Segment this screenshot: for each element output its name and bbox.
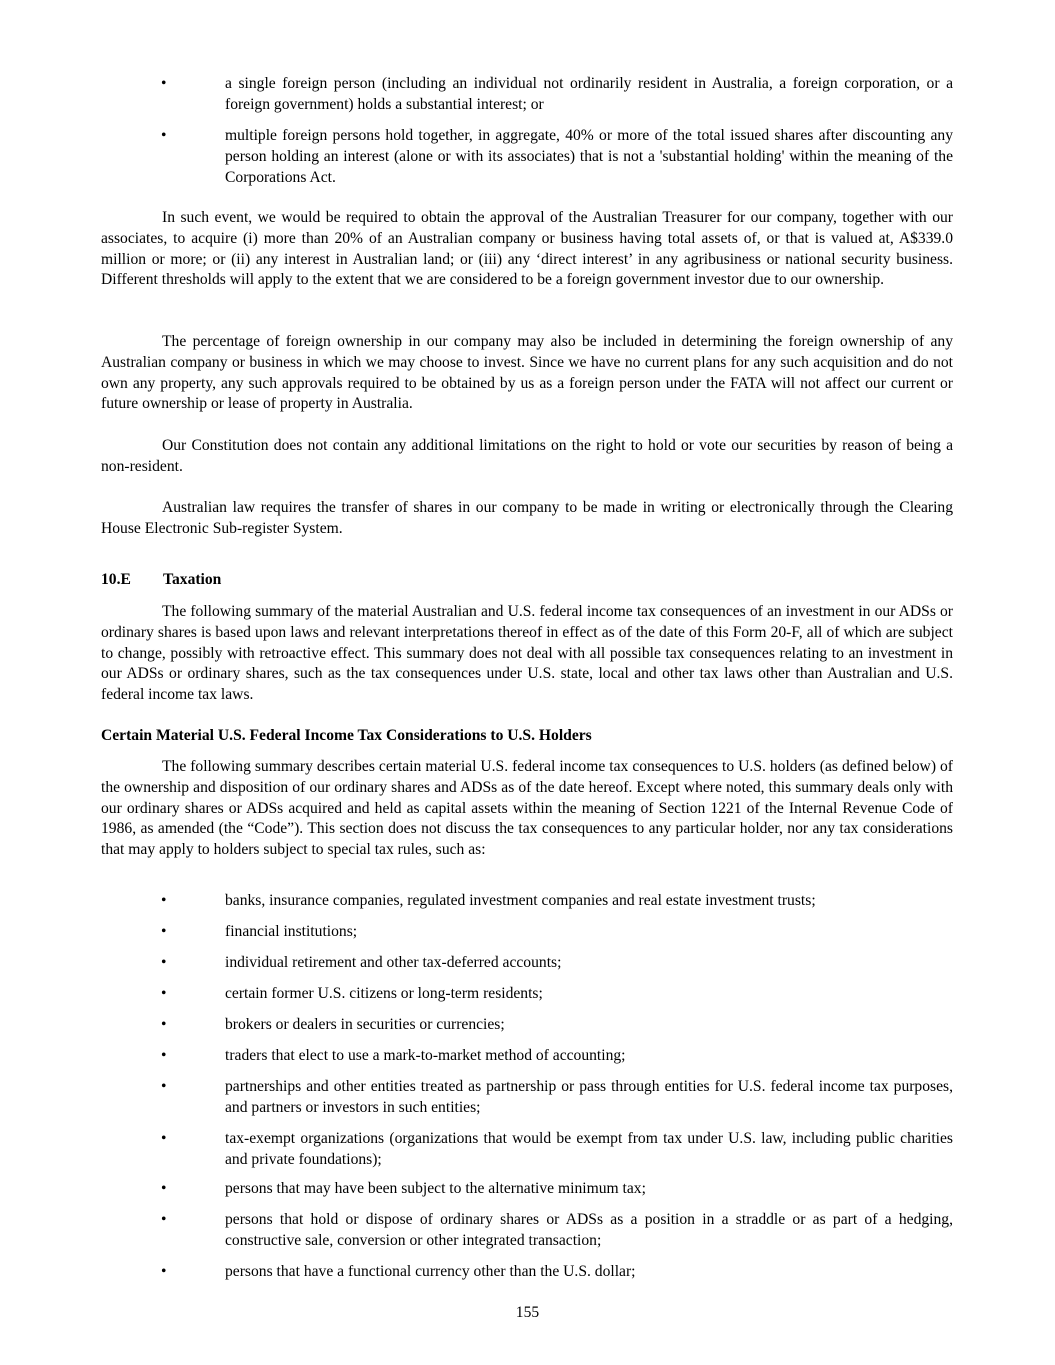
subsection-heading: Certain Material U.S. Federal Income Tax Considerations to U.S. Holders: [101, 727, 592, 744]
list-item: persons that have a functional currency other than the U.S. dollar;: [225, 1263, 636, 1280]
list-item: a single foreign person (including an individual not ordinarily resident in Australia, a foreign corporation, or a foreign government) holds a substantial interest; or: [225, 75, 953, 113]
bullet-symbol: •: [161, 1211, 167, 1228]
bullet-symbol: •: [161, 954, 167, 971]
list-item: financial institutions;: [225, 923, 358, 940]
paragraph: Our Constitution does not contain any additional limitations on the right to hold or vote our securities by reason of being a non-resident.: [101, 437, 953, 475]
list-item: banks, insurance companies, regulated investment companies and real estate investment trusts;: [225, 892, 816, 909]
list-item: partnerships and other entities treated as partnership or pass through entities for U.S. federal income tax purposes, and partners or investors in such entities;: [225, 1078, 953, 1116]
bullet-symbol: •: [161, 892, 167, 909]
list-item: traders that elect to use a mark-to-market method of accounting;: [225, 1047, 626, 1064]
bullet-symbol: •: [161, 1130, 167, 1147]
bullet-symbol: •: [161, 75, 167, 92]
paragraph: The percentage of foreign ownership in our company may also be included in determining the foreign ownership of any Australian company or business in which we may choose to invest. Since we have no current plans for any such acquisition and do not own any property, any such approvals required to be obtained by us as a foreign person under the FATA will not affect our current or future ownership or lease of property in Australia.: [101, 333, 953, 413]
list-item: persons that hold or dispose of ordinary shares or ADSs as a position in a straddle or as part of a hedging, constructive sale, conversion or other integrated transaction;: [225, 1211, 953, 1249]
bullet-symbol: •: [161, 127, 167, 144]
paragraph: In such event, we would be required to obtain the approval of the Australian Treasurer for our company, together with our associates, to acquire (i) more than 20% of an Australian company or business having total assets of, or that is valued at, A$339.0 million or more; or (ii) any interest in Australian land; or (iii) any ‘direct interest’ in any agribusiness or national security business. Different thresholds will apply to the extent that we are considered to be a foreign government investor due to our ownership.: [101, 209, 953, 289]
paragraph: Australian law requires the transfer of shares in our company to be made in writing or electronically through the Clearing House Electronic Sub-register System.: [101, 499, 953, 537]
list-item: individual retirement and other tax-deferred accounts;: [225, 954, 562, 971]
section-number: 10.E: [101, 571, 131, 588]
bullet-symbol: •: [161, 1078, 167, 1095]
section-heading: [101, 570, 221, 591]
list-item: certain former U.S. citizens or long-term residents;: [225, 985, 543, 1002]
page-number: 155: [515, 1304, 540, 1321]
section-title: Taxation: [163, 571, 222, 588]
list-item: persons that may have been subject to the alternative minimum tax;: [225, 1180, 646, 1197]
bullet-symbol: •: [161, 1263, 167, 1280]
list-item: multiple foreign persons hold together, in aggregate, 40% or more of the total issued shares after discounting any person holding an interest (alone or with its associates) that is not a 'substantial holding' within the meaning of the Corporations Act.: [225, 127, 953, 186]
section-intro: The following summary of the material Australian and U.S. federal income tax consequences of an investment in our ADSs or ordinary shares is based upon laws and relevant interpretations thereof in effect as of the date of this Form 20-F, all of which are subject to change, possibly with retroactive effect. This summary does not deal with all possible tax consequences relating to an investment in our ADSs or ordinary shares, such as the tax consequences under U.S. state, local and other tax laws other than Australian and U.S. federal income tax laws.: [101, 603, 953, 704]
bullet-symbol: •: [161, 1016, 167, 1033]
bullet-symbol: •: [161, 985, 167, 1002]
bullet-symbol: •: [161, 1047, 167, 1064]
subsection-intro: The following summary describes certain material U.S. federal income tax consequences to U.S. holders (as defined below) of the ownership and disposition of our ordinary shares and ADSs as of the date hereof. Except where noted, this summary deals only with our ordinary shares or ADSs acquired and held as capital assets within the meaning of Section 1221 of the Internal Revenue Code of 1986, as amended (the “Code”). This section does not discuss the tax consequences to any particular holder, nor any tax considerations that may apply to holders subject to special tax rules, such as:: [101, 758, 953, 859]
bullet-symbol: •: [161, 1180, 167, 1197]
list-item: brokers or dealers in securities or currencies;: [225, 1016, 505, 1033]
list-item: tax-exempt organizations (organizations that would be exempt from tax under U.S. law, including public charities and private foundations);: [225, 1130, 953, 1168]
bullet-symbol: •: [161, 923, 167, 940]
